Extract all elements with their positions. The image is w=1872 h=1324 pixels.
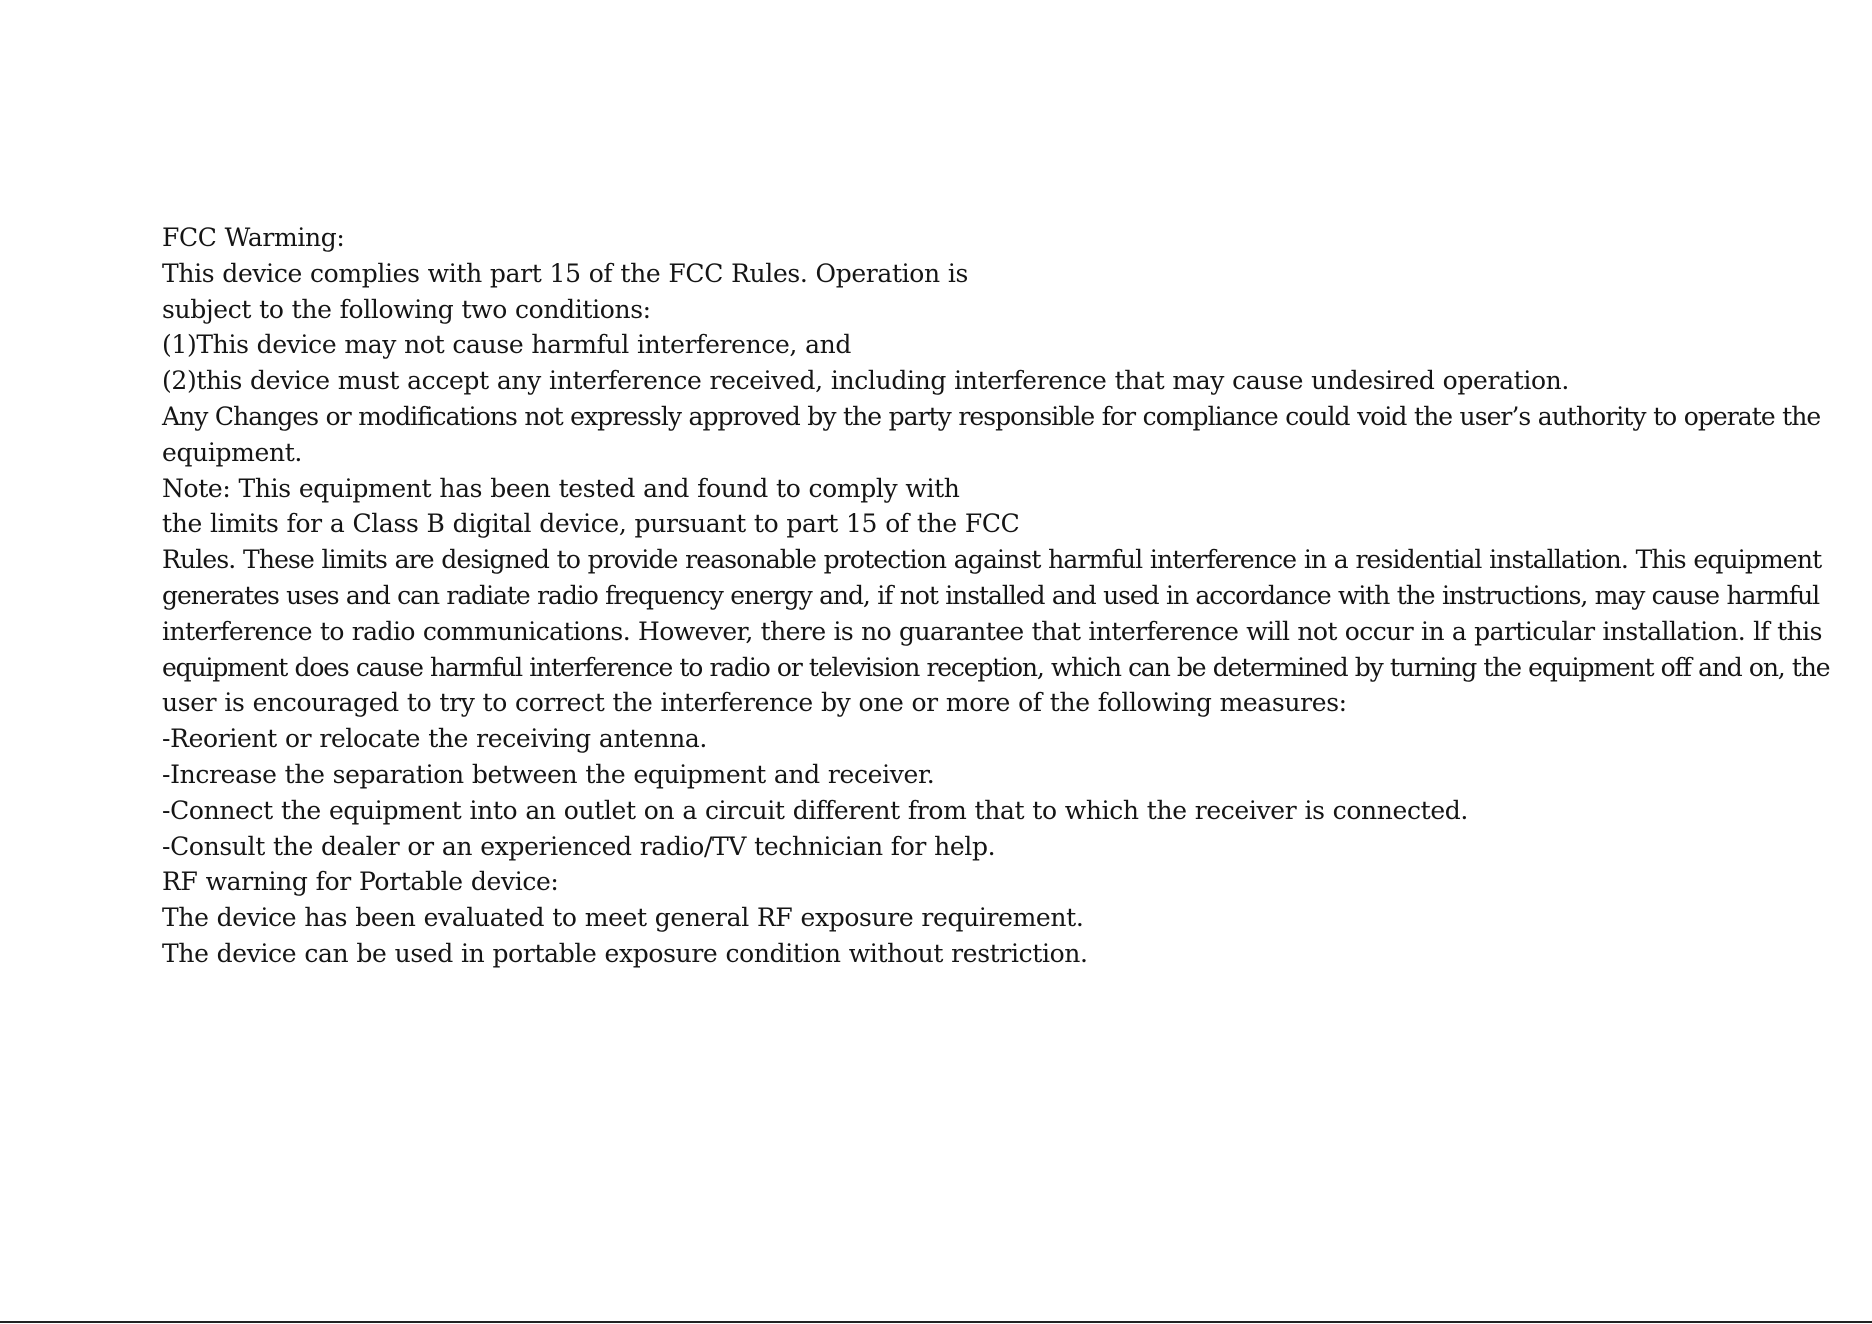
note-line-7: user is encouraged to try to correct the interference by one or more of the following measures: bbox=[162, 688, 1347, 718]
measure-item: -Consult the dealer or an experienced radio/TV technician for help. bbox=[162, 831, 996, 861]
condition-1: (1)This device may not cause harmful interference, and bbox=[162, 330, 852, 360]
fcc-statement bbox=[162, 220, 1830, 972]
rf-line-2: The device can be used in portable exposure condition without restriction. bbox=[162, 938, 1088, 968]
measure-item: -Connect the equipment into an outlet on a circuit different from that to which the receiver is connected. bbox=[162, 795, 1469, 825]
note-line-2: the limits for a Class B digital device, pursuant to part 15 of the FCC bbox=[162, 509, 1020, 539]
intro-line-2: subject to the following two conditions: bbox=[162, 294, 651, 324]
note-line-4: generates uses and can radiate radio frequency energy and, if not installed and used in accordance with the instructions, may cause harmful bbox=[162, 580, 1820, 610]
measure-item: -Reorient or relocate the receiving antenna. bbox=[162, 724, 707, 754]
rf-heading: RF warning for Portable device: bbox=[162, 867, 559, 897]
condition-2: (2)this device must accept any interference received, including interference that may cause undesired operation. bbox=[162, 366, 1570, 396]
note-line-6: equipment does cause harmful interference to radio or television reception, which can be determined by turning the equipment off and on, the bbox=[162, 652, 1830, 682]
changes-line-1: Any Changes or modifications not expressly approved by the party responsible for compliance could void the user’s authority to operate the bbox=[162, 401, 1821, 431]
page-bottom-border bbox=[0, 1321, 1872, 1323]
intro-line-1: This device complies with part 15 of the FCC Rules. Operation is bbox=[162, 258, 968, 288]
changes-line-2: equipment. bbox=[162, 437, 302, 467]
note-line-5: interference to radio communications. However, there is no guarantee that interference will not occur in a particular installation. lf this bbox=[162, 616, 1822, 646]
measure-item: -Increase the separation between the equipment and receiver. bbox=[162, 759, 935, 789]
fcc-heading: FCC Warming: bbox=[162, 223, 345, 252]
note-line-3: Rules. These limits are designed to provide reasonable protection against harmful interference in a residential installation. This equipment bbox=[162, 545, 1822, 575]
note-line-1: Note: This equipment has been tested and found to comply with bbox=[162, 473, 960, 503]
rf-line-1: The device has been evaluated to meet general RF exposure requirement. bbox=[162, 903, 1084, 933]
